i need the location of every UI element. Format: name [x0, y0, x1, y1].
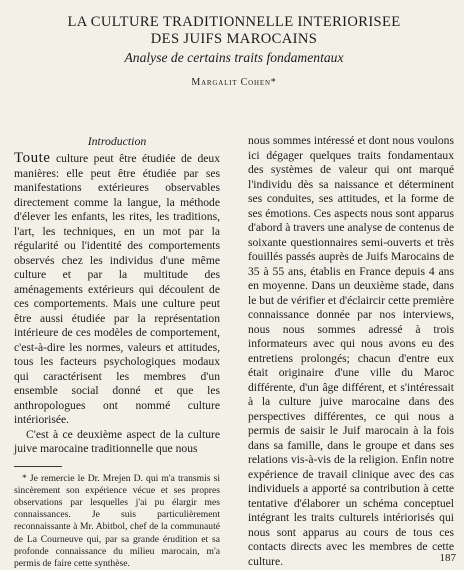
article-title-line-2: DES JUIFS MAROCAINS [14, 31, 454, 48]
page-number: 187 [440, 552, 457, 564]
paragraph-1 [14, 151, 220, 428]
paragraph-2: C'est à ce deuxième aspect de la culture juive marocaine traditionnelle que nous [14, 428, 220, 457]
left-column [14, 114, 220, 570]
author-name: Margalit Cohen* [14, 77, 454, 89]
article-subtitle: Analyse de certains traits fondamentaux [14, 50, 454, 66]
paragraph-1-text: culture peut être étudiée de deux manières: elle peut être étudiée par ses manifestations extérieures observables directement comme la langue, la méthode d'élever les enfants, les rites, les traditions, l'art, les techniques, en un mot par la régularité ou l'identité des comportements observés chez les individus d'une même culture et par la multitude des aménagements extérieurs qui découlent de ces comportements. Mais une culture peut être aussi étudiée par la représentation intérieure de ces modèles de comportement, c'est-à-dire les normes, valeurs et attitudes, tous les facteurs psychologiques modaux qui caractérisent les membres d'un ensemble social donné et que les anthropologues ont nommé culture intériorisée. [14, 152, 220, 426]
article-title-line-1: LA CULTURE TRADITIONNELLE INTERIORISEE [14, 14, 454, 31]
two-column-body [14, 114, 454, 570]
footnote-divider [14, 466, 62, 467]
paragraph-1-dropcap: Toute [14, 150, 50, 166]
right-column [248, 134, 454, 570]
section-title-introduction: Introduction [14, 134, 220, 148]
footnote: * Je remercie le Dr. Mrejen D. qui m'a transmis si sincèrement son expérience vécue et ses propres observations par lesquelles j'ai pu élargir mes connaissances. Je suis particulièrement reconnaissante à Mr. Abitbol, chef de la communauté de La Courneuve qui, par sa grande érudition et sa profonde connaissance du milieu marocain, m'a permis de faire cette synthèse. [14, 473, 220, 570]
right-column-text: nous sommes intéressé et dont nous voulons ici dégager quelques traits fondamentaux des systèmes de valeur qui ont marqué l'individu dès sa naissance et déterminent ses conduites, ses attitudes, et la forme de ses émotions. Ces aspects nous sont apparus d'abord à travers une analyse de contenus de soixante questionnaires semi-ouverts et très fouillés passés auprès de Juifs Marocains de 35 à 55 ans, établis en France depuis 4 ans en moyenne. Dans un deuxième stade, dans le but de vérifier et d'éclaircir cette première connaissance donnée par nos interviews, nous nous sommes adressé à trois informateurs avec qui nous avons eu des entretiens prolongés; chacun d'entre eux était originaire d'une ville du Maroc différente, d'un âge différent, et s'intéressait à la culture juive marocaine dans des perspectives différentes, ce qui nous a permis de saisir le Juif marocain à la fois dans sa famille, dans le groupe et dans ses relations vis-à-vis de la religion. Enfin notre expérience de travail clinique avec des cas individuels a apporté sa contribution à cette tentative d'élaborer un schéma conceptuel intégrant les traits culturels intériorisés qui nous sont apparus au cours de tous ces contacts directs avec les membres de cette culture. [248, 134, 454, 569]
